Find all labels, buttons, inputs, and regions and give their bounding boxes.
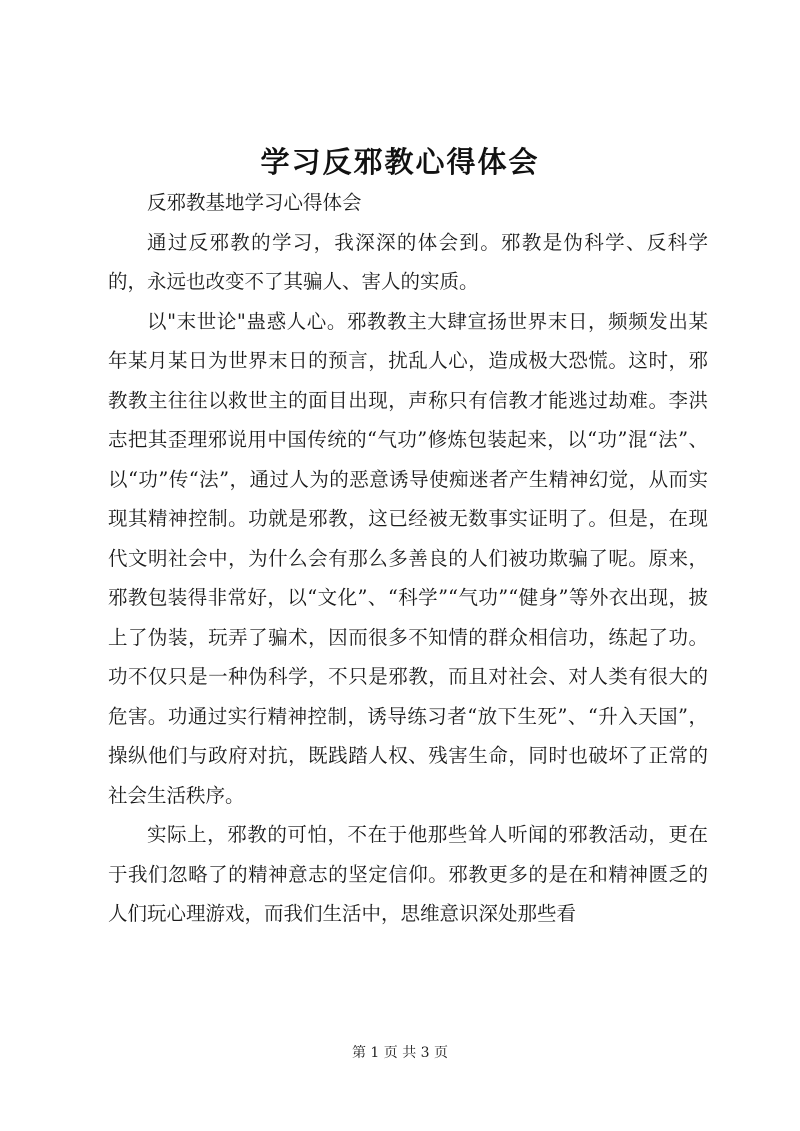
- paragraph: 实际上，邪教的可怕，不在于他那些耸人听闻的邪教活动，更在于我们忽略了的精神意志的坚定信仰。邪教更多的是在和精神匮乏的人们玩心理游戏，而我们生活中，思维意识深处那些看: [108, 823, 708, 925]
- paragraph: 以"末世论"蛊惑人心。邪教教主大肆宣扬世界末日，频频发出某年某月某日为世界末日的预言，扰乱人心，造成极大恐慌。这时，邪教教主往往以救世主的面目出现，声称只有信教才能逃过劫难。李洪志把其歪理邪说用中国传统的“气功”修炼包装起来，以“功”混“法”、以“功”传“法”，通过人为的恶意诱导使痴迷者产生精神幻觉，从而实现其精神控制。功就是邪教，这已经被无数事实证明了。但是，在现代文明社会中，为什么会有那么多善良的人们被功欺骗了呢。原来，邪教包装得非常好，以“文化”、“科学”“气功”“健身”等外衣出现，披上了伪装，玩弄了骗术，因而很多不知情的群众相信功，练起了功。功不仅只是一种伪科学，不只是邪教，而且对社会、对人类有很大的危害。功通过实行精神控制，诱导练习者“放下生死”、“升入天国”，操纵他们与政府对抗，既践踏人权、残害生命，同时也破坏了正常的社会生活秩序。: [108, 309, 708, 807]
- document-body: [108, 183, 708, 934]
- paragraph: 反邪教基地学习心得体会: [147, 191, 362, 214]
- document-title: 学习反邪教心得体会: [260, 145, 540, 179]
- page-footer: 第 1 页 共 3 页: [351, 1045, 449, 1061]
- paragraph: 通过反邪教的学习，我深深的体会到。邪教是伪科学、反科学的，永远也改变不了其骗人、害人的实质。: [108, 230, 708, 293]
